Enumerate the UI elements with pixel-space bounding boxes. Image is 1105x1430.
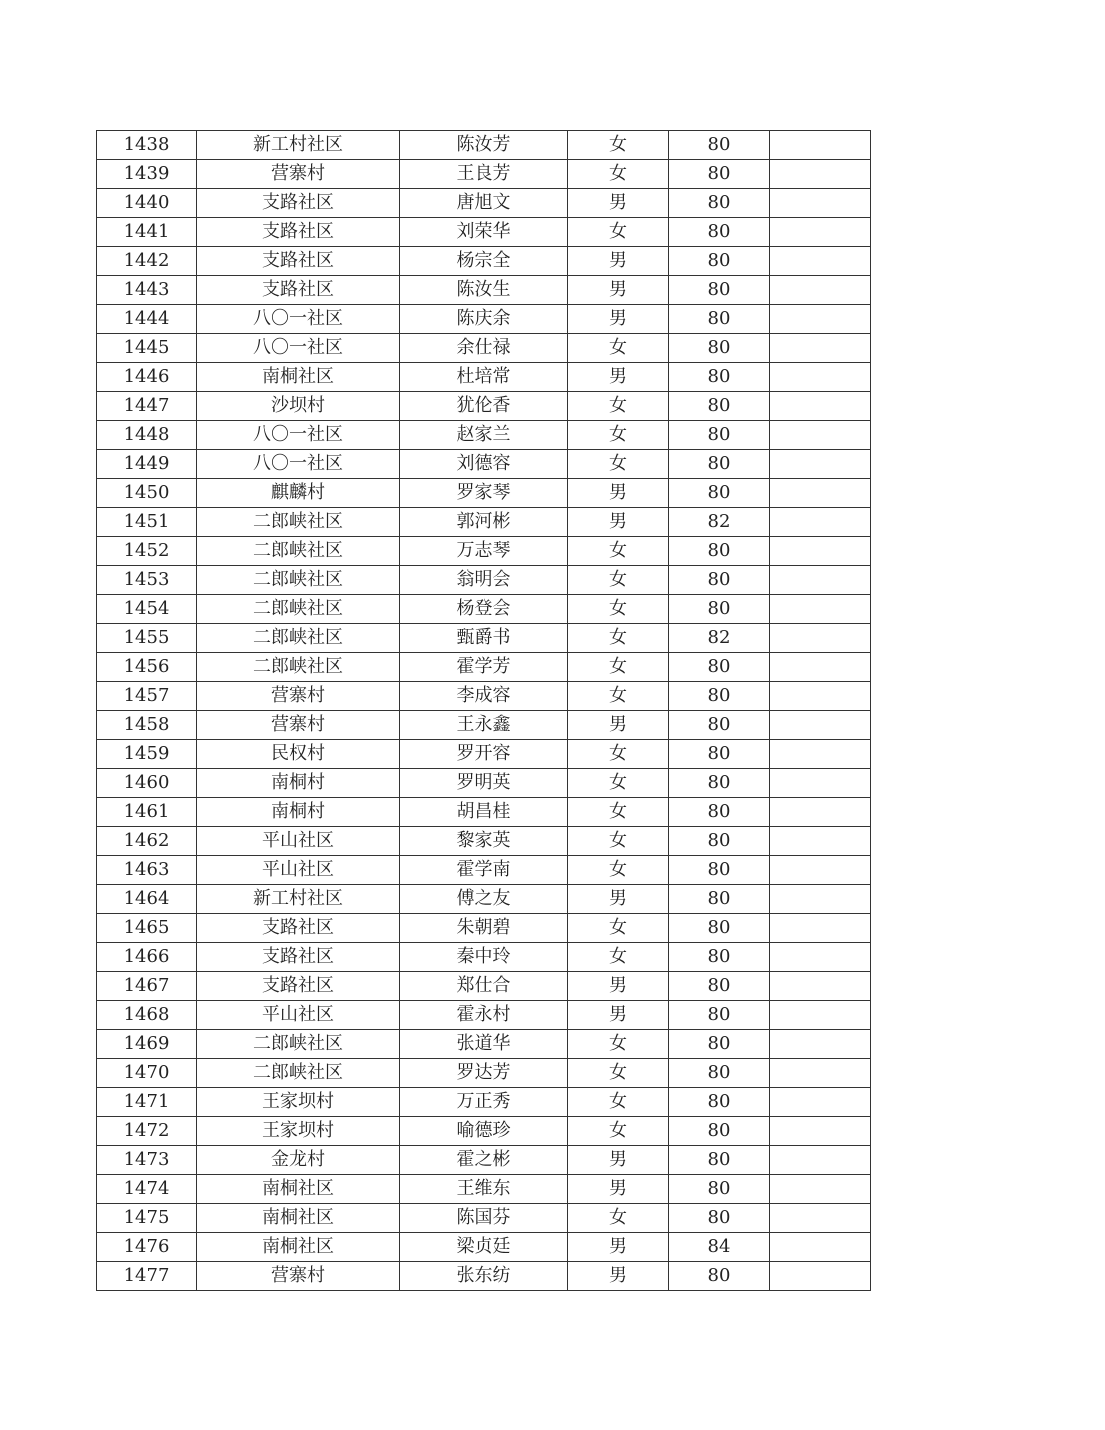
cell-serial-number: 1441 — [97, 218, 197, 247]
cell-note — [770, 566, 871, 595]
cell-age: 80 — [669, 972, 770, 1001]
cell-serial-number: 1467 — [97, 972, 197, 1001]
cell-name: 张东纺 — [400, 1262, 568, 1291]
table-row — [97, 537, 871, 566]
cell-gender: 女 — [568, 1088, 669, 1117]
cell-village: 南桐社区 — [197, 1204, 400, 1233]
cell-age: 80 — [669, 885, 770, 914]
cell-note — [770, 1030, 871, 1059]
table-row — [97, 624, 871, 653]
cell-serial-number: 1466 — [97, 943, 197, 972]
cell-serial-number: 1454 — [97, 595, 197, 624]
table-row — [97, 508, 871, 537]
table-body — [97, 131, 871, 1291]
cell-village: 王家坝村 — [197, 1117, 400, 1146]
table-row — [97, 1030, 871, 1059]
cell-age: 80 — [669, 1088, 770, 1117]
cell-age: 80 — [669, 392, 770, 421]
cell-age: 80 — [669, 682, 770, 711]
cell-serial-number: 1449 — [97, 450, 197, 479]
cell-age: 80 — [669, 1030, 770, 1059]
cell-village: 二郎峡社区 — [197, 566, 400, 595]
cell-note — [770, 972, 871, 1001]
table-row — [97, 1175, 871, 1204]
table-row — [97, 943, 871, 972]
cell-gender: 女 — [568, 392, 669, 421]
cell-name: 罗明英 — [400, 769, 568, 798]
cell-name: 郑仕合 — [400, 972, 568, 1001]
cell-note — [770, 856, 871, 885]
cell-gender: 女 — [568, 450, 669, 479]
cell-gender: 男 — [568, 276, 669, 305]
cell-gender: 女 — [568, 595, 669, 624]
cell-note — [770, 131, 871, 160]
cell-serial-number: 1465 — [97, 914, 197, 943]
cell-gender: 女 — [568, 1059, 669, 1088]
cell-note — [770, 1059, 871, 1088]
cell-gender: 女 — [568, 914, 669, 943]
cell-gender: 女 — [568, 131, 669, 160]
cell-village: 二郎峡社区 — [197, 624, 400, 653]
table-row — [97, 160, 871, 189]
cell-gender: 男 — [568, 479, 669, 508]
cell-note — [770, 595, 871, 624]
cell-note — [770, 392, 871, 421]
cell-age: 80 — [669, 160, 770, 189]
table-row — [97, 276, 871, 305]
cell-name: 陈庆余 — [400, 305, 568, 334]
cell-name: 犹伦香 — [400, 392, 568, 421]
cell-note — [770, 160, 871, 189]
cell-gender: 女 — [568, 624, 669, 653]
cell-village: 金龙村 — [197, 1146, 400, 1175]
cell-name: 唐旭文 — [400, 189, 568, 218]
cell-village: 支路社区 — [197, 914, 400, 943]
cell-gender: 女 — [568, 566, 669, 595]
cell-name: 霍之彬 — [400, 1146, 568, 1175]
cell-note — [770, 218, 871, 247]
cell-gender: 女 — [568, 1030, 669, 1059]
cell-gender: 男 — [568, 1001, 669, 1030]
cell-name: 罗达芳 — [400, 1059, 568, 1088]
cell-note — [770, 740, 871, 769]
cell-serial-number: 1457 — [97, 682, 197, 711]
cell-age: 80 — [669, 421, 770, 450]
cell-serial-number: 1443 — [97, 276, 197, 305]
cell-age: 84 — [669, 1233, 770, 1262]
cell-note — [770, 1233, 871, 1262]
cell-name: 万志琴 — [400, 537, 568, 566]
cell-note — [770, 624, 871, 653]
table-row — [97, 769, 871, 798]
cell-gender: 男 — [568, 247, 669, 276]
cell-gender: 女 — [568, 1204, 669, 1233]
table-row — [97, 798, 871, 827]
cell-age: 80 — [669, 537, 770, 566]
cell-village: 王家坝村 — [197, 1088, 400, 1117]
cell-age: 80 — [669, 363, 770, 392]
table-row — [97, 972, 871, 1001]
cell-age: 80 — [669, 189, 770, 218]
cell-name: 罗家琴 — [400, 479, 568, 508]
cell-note — [770, 653, 871, 682]
cell-age: 80 — [669, 247, 770, 276]
cell-gender: 女 — [568, 943, 669, 972]
cell-note — [770, 682, 871, 711]
cell-age: 80 — [669, 1146, 770, 1175]
cell-age: 82 — [669, 508, 770, 537]
cell-note — [770, 450, 871, 479]
cell-name: 王良芳 — [400, 160, 568, 189]
cell-village: 南桐社区 — [197, 363, 400, 392]
cell-village: 二郎峡社区 — [197, 537, 400, 566]
cell-name: 王维东 — [400, 1175, 568, 1204]
cell-note — [770, 769, 871, 798]
table-row — [97, 450, 871, 479]
cell-serial-number: 1464 — [97, 885, 197, 914]
cell-gender: 男 — [568, 1175, 669, 1204]
cell-gender: 女 — [568, 798, 669, 827]
cell-age: 80 — [669, 1204, 770, 1233]
cell-gender: 女 — [568, 740, 669, 769]
cell-serial-number: 1459 — [97, 740, 197, 769]
cell-serial-number: 1462 — [97, 827, 197, 856]
table-row — [97, 856, 871, 885]
cell-village: 二郎峡社区 — [197, 508, 400, 537]
table-row — [97, 479, 871, 508]
cell-village: 南桐村 — [197, 769, 400, 798]
cell-gender: 女 — [568, 421, 669, 450]
cell-name: 秦中玲 — [400, 943, 568, 972]
table-row — [97, 334, 871, 363]
cell-note — [770, 508, 871, 537]
cell-age: 80 — [669, 479, 770, 508]
cell-note — [770, 363, 871, 392]
cell-village: 二郎峡社区 — [197, 653, 400, 682]
cell-village: 支路社区 — [197, 972, 400, 1001]
table-row — [97, 392, 871, 421]
cell-serial-number: 1438 — [97, 131, 197, 160]
cell-village: 八〇一社区 — [197, 334, 400, 363]
cell-age: 82 — [669, 624, 770, 653]
cell-name: 陈国芬 — [400, 1204, 568, 1233]
cell-village: 民权村 — [197, 740, 400, 769]
cell-serial-number: 1442 — [97, 247, 197, 276]
table-row — [97, 1204, 871, 1233]
cell-note — [770, 914, 871, 943]
table-row — [97, 1146, 871, 1175]
cell-village: 二郎峡社区 — [197, 595, 400, 624]
cell-serial-number: 1470 — [97, 1059, 197, 1088]
table-row — [97, 421, 871, 450]
table-row — [97, 305, 871, 334]
cell-gender: 女 — [568, 827, 669, 856]
table-row — [97, 1059, 871, 1088]
cell-serial-number: 1468 — [97, 1001, 197, 1030]
cell-village: 南桐村 — [197, 798, 400, 827]
cell-village: 支路社区 — [197, 943, 400, 972]
cell-name: 霍学南 — [400, 856, 568, 885]
cell-note — [770, 247, 871, 276]
cell-name: 陈汝生 — [400, 276, 568, 305]
table-row — [97, 566, 871, 595]
cell-age: 80 — [669, 914, 770, 943]
cell-note — [770, 798, 871, 827]
cell-name: 刘德容 — [400, 450, 568, 479]
cell-gender: 男 — [568, 1233, 669, 1262]
cell-serial-number: 1453 — [97, 566, 197, 595]
cell-name: 霍学芳 — [400, 653, 568, 682]
cell-village: 新工村社区 — [197, 885, 400, 914]
cell-name: 傅之友 — [400, 885, 568, 914]
cell-note — [770, 1117, 871, 1146]
cell-note — [770, 711, 871, 740]
cell-serial-number: 1458 — [97, 711, 197, 740]
cell-note — [770, 1175, 871, 1204]
cell-gender: 女 — [568, 1117, 669, 1146]
cell-age: 80 — [669, 1117, 770, 1146]
cell-serial-number: 1451 — [97, 508, 197, 537]
cell-age: 80 — [669, 1262, 770, 1291]
cell-age: 80 — [669, 450, 770, 479]
table-row — [97, 1117, 871, 1146]
cell-note — [770, 1262, 871, 1291]
cell-age: 80 — [669, 566, 770, 595]
cell-age: 80 — [669, 276, 770, 305]
table-row — [97, 189, 871, 218]
cell-village: 八〇一社区 — [197, 305, 400, 334]
cell-village: 平山社区 — [197, 856, 400, 885]
cell-name: 杨宗全 — [400, 247, 568, 276]
cell-note — [770, 334, 871, 363]
cell-name: 杜培常 — [400, 363, 568, 392]
cell-serial-number: 1463 — [97, 856, 197, 885]
cell-name: 陈汝芳 — [400, 131, 568, 160]
cell-age: 80 — [669, 305, 770, 334]
cell-serial-number: 1439 — [97, 160, 197, 189]
cell-note — [770, 827, 871, 856]
cell-village: 南桐社区 — [197, 1233, 400, 1262]
cell-note — [770, 421, 871, 450]
cell-note — [770, 276, 871, 305]
table-row — [97, 653, 871, 682]
table-row — [97, 711, 871, 740]
cell-serial-number: 1447 — [97, 392, 197, 421]
cell-age: 80 — [669, 943, 770, 972]
table-row — [97, 363, 871, 392]
cell-name: 万正秀 — [400, 1088, 568, 1117]
cell-serial-number: 1446 — [97, 363, 197, 392]
cell-gender: 女 — [568, 856, 669, 885]
cell-age: 80 — [669, 798, 770, 827]
cell-serial-number: 1475 — [97, 1204, 197, 1233]
cell-serial-number: 1474 — [97, 1175, 197, 1204]
cell-village: 支路社区 — [197, 218, 400, 247]
cell-serial-number: 1469 — [97, 1030, 197, 1059]
cell-village: 八〇一社区 — [197, 450, 400, 479]
cell-gender: 男 — [568, 363, 669, 392]
table-row — [97, 740, 871, 769]
cell-name: 翁明会 — [400, 566, 568, 595]
cell-serial-number: 1477 — [97, 1262, 197, 1291]
cell-note — [770, 1204, 871, 1233]
cell-age: 80 — [669, 334, 770, 363]
cell-note — [770, 189, 871, 218]
cell-village: 新工村社区 — [197, 131, 400, 160]
table-row — [97, 131, 871, 160]
cell-name: 李成容 — [400, 682, 568, 711]
cell-name: 梁贞廷 — [400, 1233, 568, 1262]
cell-age: 80 — [669, 218, 770, 247]
cell-village: 营寨村 — [197, 160, 400, 189]
cell-serial-number: 1440 — [97, 189, 197, 218]
cell-serial-number: 1472 — [97, 1117, 197, 1146]
data-table — [96, 130, 871, 1291]
cell-age: 80 — [669, 1001, 770, 1030]
cell-village: 支路社区 — [197, 276, 400, 305]
cell-age: 80 — [669, 769, 770, 798]
cell-age: 80 — [669, 1059, 770, 1088]
cell-name: 余仕禄 — [400, 334, 568, 363]
cell-serial-number: 1445 — [97, 334, 197, 363]
cell-gender: 女 — [568, 682, 669, 711]
cell-serial-number: 1455 — [97, 624, 197, 653]
cell-name: 张道华 — [400, 1030, 568, 1059]
cell-village: 麒麟村 — [197, 479, 400, 508]
cell-gender: 女 — [568, 160, 669, 189]
table-row — [97, 682, 871, 711]
cell-name: 胡昌桂 — [400, 798, 568, 827]
cell-gender: 男 — [568, 189, 669, 218]
cell-age: 80 — [669, 595, 770, 624]
table-row — [97, 595, 871, 624]
cell-note — [770, 305, 871, 334]
cell-name: 喻德珍 — [400, 1117, 568, 1146]
cell-village: 沙坝村 — [197, 392, 400, 421]
cell-serial-number: 1471 — [97, 1088, 197, 1117]
cell-serial-number: 1450 — [97, 479, 197, 508]
table-row — [97, 218, 871, 247]
cell-village: 营寨村 — [197, 711, 400, 740]
cell-gender: 男 — [568, 1262, 669, 1291]
table-row — [97, 247, 871, 276]
table-row — [97, 1088, 871, 1117]
cell-gender: 女 — [568, 537, 669, 566]
cell-serial-number: 1452 — [97, 537, 197, 566]
table-row — [97, 1001, 871, 1030]
cell-note — [770, 1088, 871, 1117]
cell-note — [770, 1001, 871, 1030]
cell-name: 王永鑫 — [400, 711, 568, 740]
cell-serial-number: 1448 — [97, 421, 197, 450]
cell-name: 赵家兰 — [400, 421, 568, 450]
cell-name: 甄爵书 — [400, 624, 568, 653]
cell-serial-number: 1473 — [97, 1146, 197, 1175]
cell-gender: 男 — [568, 305, 669, 334]
cell-village: 支路社区 — [197, 247, 400, 276]
table-row — [97, 914, 871, 943]
cell-gender: 女 — [568, 769, 669, 798]
cell-note — [770, 479, 871, 508]
cell-note — [770, 943, 871, 972]
cell-village: 南桐社区 — [197, 1175, 400, 1204]
cell-note — [770, 885, 871, 914]
cell-village: 支路社区 — [197, 189, 400, 218]
table-row — [97, 827, 871, 856]
cell-note — [770, 537, 871, 566]
cell-name: 朱朝碧 — [400, 914, 568, 943]
cell-gender: 女 — [568, 653, 669, 682]
cell-age: 80 — [669, 131, 770, 160]
cell-name: 黎家英 — [400, 827, 568, 856]
table-row — [97, 1262, 871, 1291]
cell-village: 营寨村 — [197, 682, 400, 711]
cell-name: 郭河彬 — [400, 508, 568, 537]
cell-name: 霍永村 — [400, 1001, 568, 1030]
cell-age: 80 — [669, 1175, 770, 1204]
table-row — [97, 1233, 871, 1262]
cell-serial-number: 1460 — [97, 769, 197, 798]
cell-village: 二郎峡社区 — [197, 1059, 400, 1088]
cell-village: 营寨村 — [197, 1262, 400, 1291]
cell-age: 80 — [669, 740, 770, 769]
cell-name: 刘荣华 — [400, 218, 568, 247]
cell-age: 80 — [669, 827, 770, 856]
cell-village: 平山社区 — [197, 827, 400, 856]
cell-gender: 女 — [568, 218, 669, 247]
cell-village: 二郎峡社区 — [197, 1030, 400, 1059]
cell-note — [770, 1146, 871, 1175]
cell-name: 罗开容 — [400, 740, 568, 769]
cell-age: 80 — [669, 711, 770, 740]
cell-village: 八〇一社区 — [197, 421, 400, 450]
cell-village: 平山社区 — [197, 1001, 400, 1030]
cell-gender: 男 — [568, 972, 669, 1001]
cell-gender: 男 — [568, 885, 669, 914]
cell-age: 80 — [669, 856, 770, 885]
cell-gender: 男 — [568, 711, 669, 740]
cell-serial-number: 1476 — [97, 1233, 197, 1262]
cell-serial-number: 1456 — [97, 653, 197, 682]
cell-serial-number: 1461 — [97, 798, 197, 827]
table-row — [97, 885, 871, 914]
cell-gender: 男 — [568, 508, 669, 537]
cell-name: 杨登会 — [400, 595, 568, 624]
cell-gender: 男 — [568, 1146, 669, 1175]
cell-serial-number: 1444 — [97, 305, 197, 334]
cell-gender: 女 — [568, 334, 669, 363]
cell-age: 80 — [669, 653, 770, 682]
